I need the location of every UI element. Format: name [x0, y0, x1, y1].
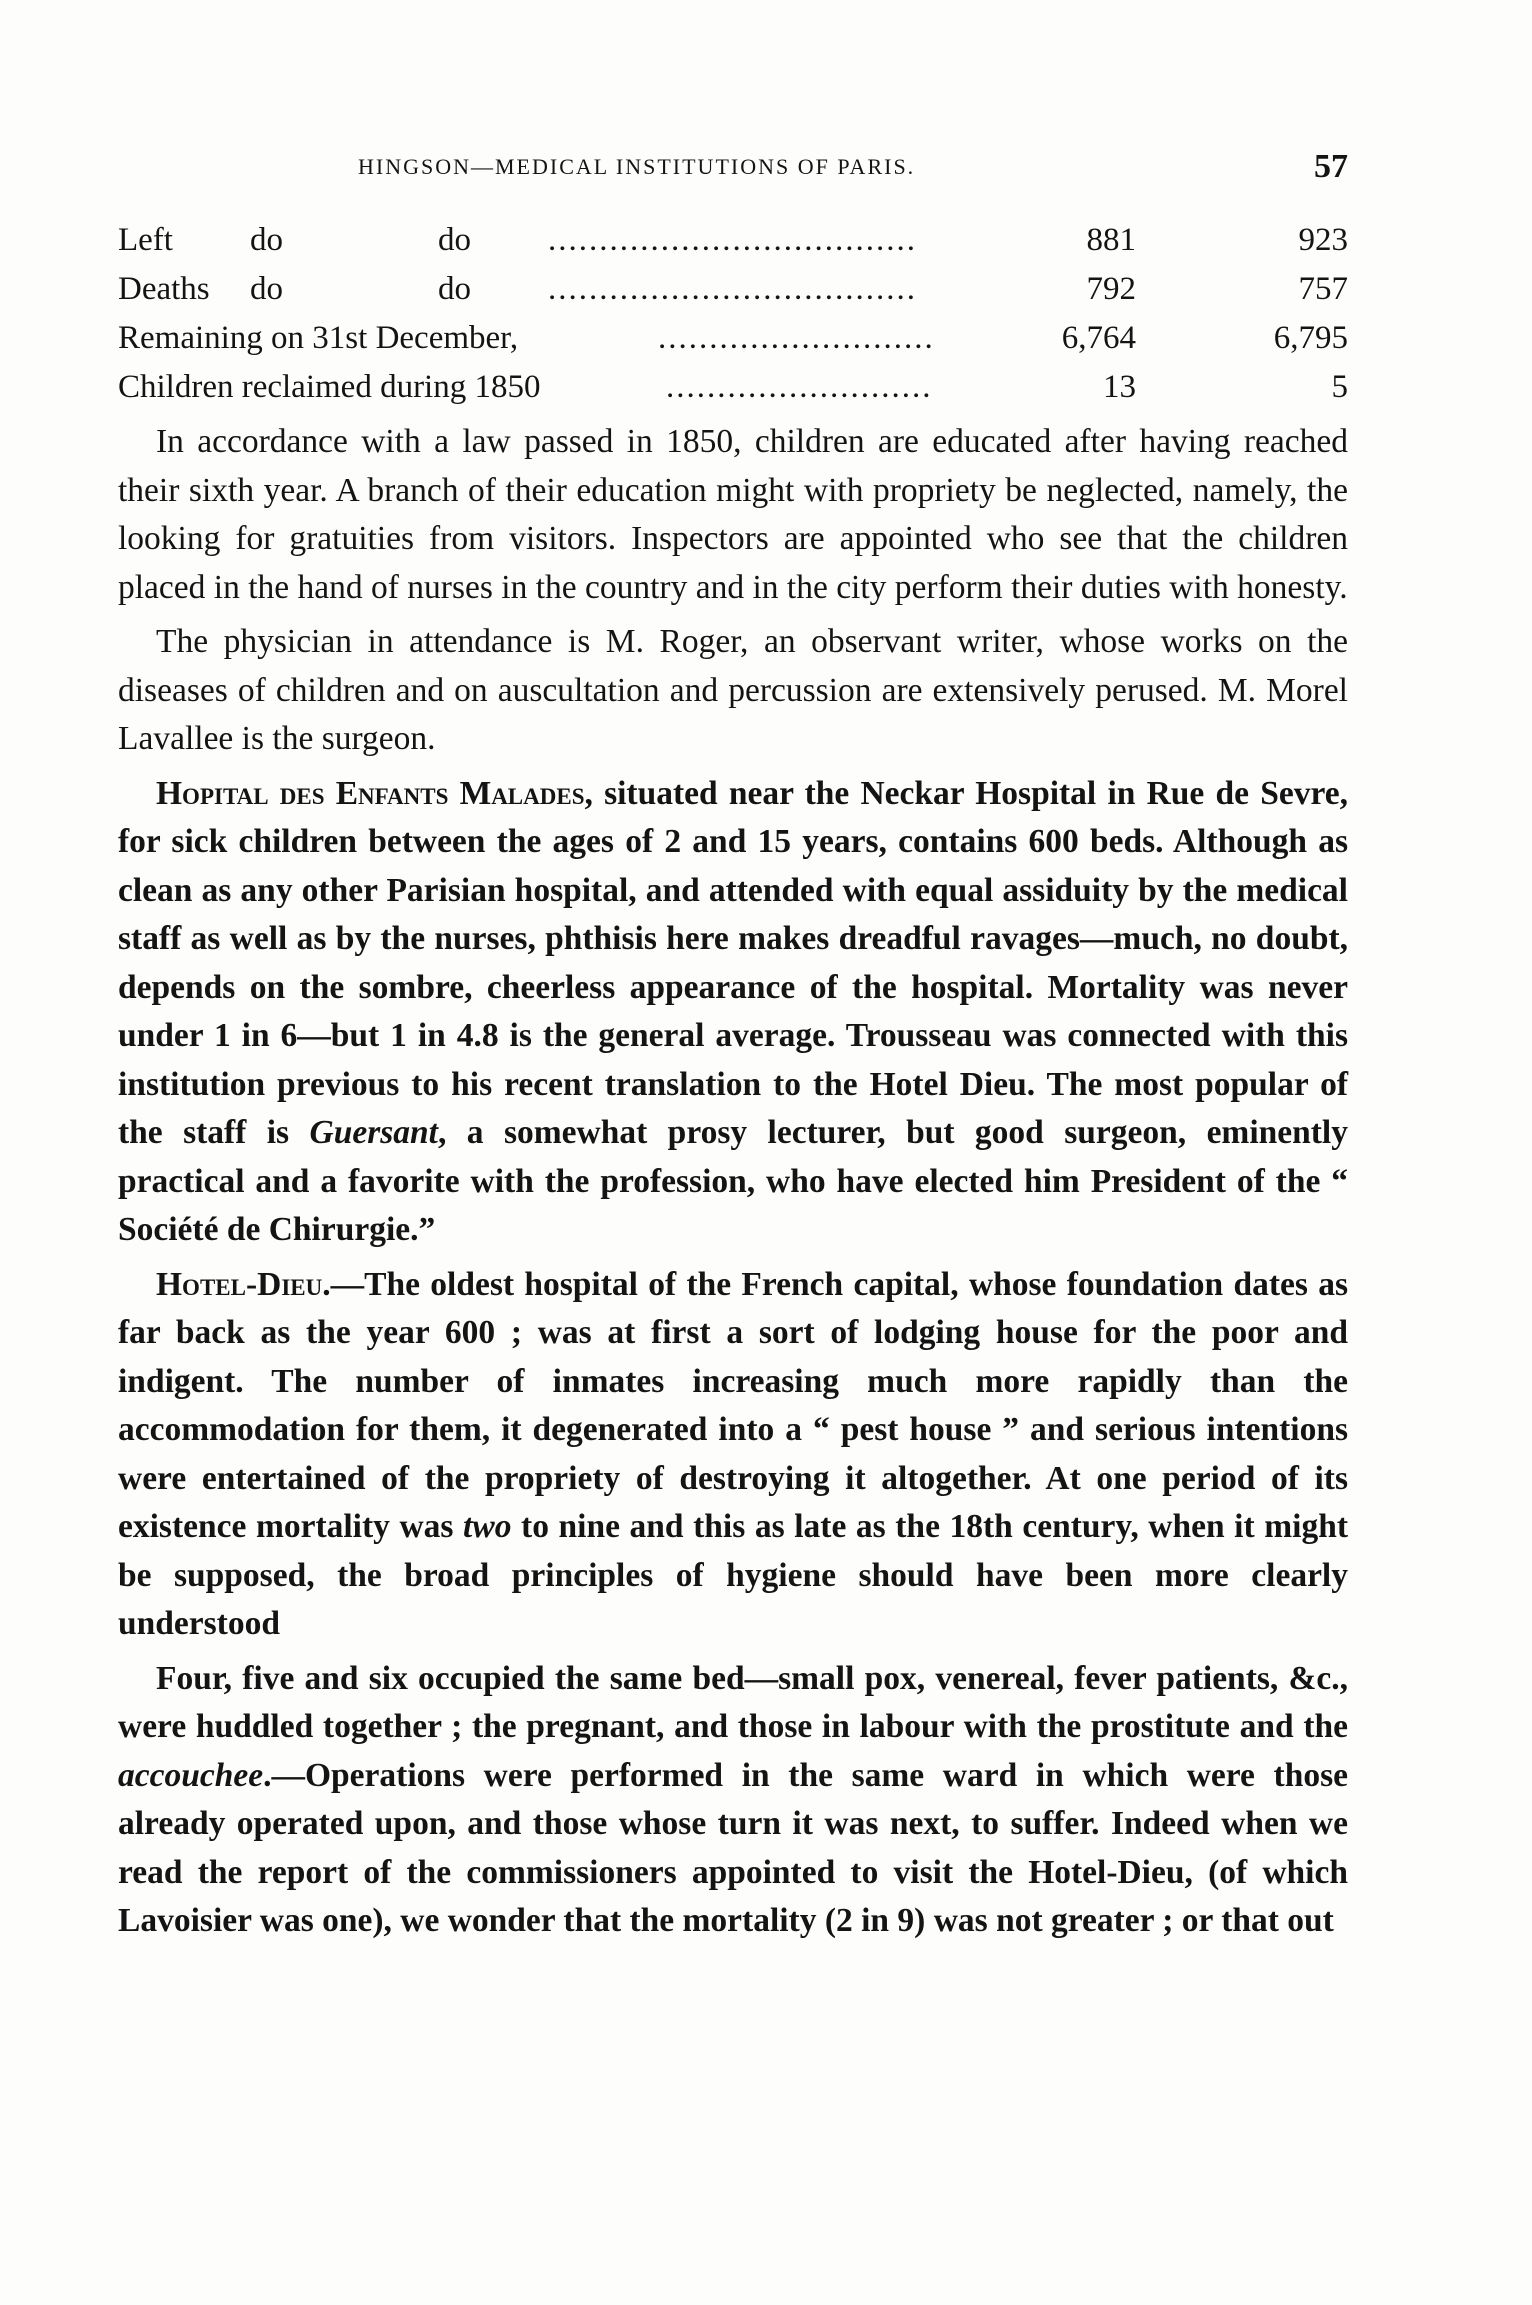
section-heading: Hotel-Dieu: [156, 1265, 323, 1303]
section-heading: Hopital des Enfants Malades: [156, 774, 585, 812]
paragraph-text: .—The oldest hospital of the French capital, whose foundation dates as far back as the year 600 ; was at first a sort of lodging house for the poor and indigent. The number of inmates increasing much more rapidly than the accommodation for them, it degenerated into a “ pest house ” and serious intentions were entertained of the propriety of destroying it altogether. At one period of its existence mortality was: [118, 1265, 1348, 1545]
paragraph-text: , a somewhat prosy lecturer, but good surgeon, eminently practical and a favorite with the profession, who have elected him President of the “ Société de Chirurgie.”: [118, 1114, 1348, 1248]
stat-value-1: 792: [1086, 271, 1136, 307]
stat-ditto-b: do: [438, 271, 471, 307]
paragraph-text: , situated near the Neckar Hospital in Rue de Sevre, for sick children between the ages of 2 and 15 years, contains 600 beds. Although as clean as any other Parisian hospital, and attended with equal assiduity by the medical staff as well as by the nurses, phthisis here makes dreadful ravages—much, no doubt, depends on the sombre, cheerless appearance of the hospital. Mortality was never under 1 in 6—but 1 in 4.8 is the general average. Trousseau was connected with this institution previous to his recent translation to the Hotel Dieu. The most popular of the staff is: [118, 774, 1348, 1151]
page-number: 57: [1314, 148, 1348, 185]
paragraph: [118, 618, 1348, 764]
paragraph-text: In accordance with a law passed in 1850, children are educated after having reached their sixth year. A branch of their education might with propriety be neglected, namely, the looking for gratuities from visitors. Inspectors are appointed who see that the children placed in the hand of nurses in the country and in the city perform their duties with honesty.: [118, 423, 1348, 606]
paragraph: [118, 770, 1348, 1255]
stat-value-2: 6,795: [1273, 320, 1348, 356]
dot-leader: ....................................: [548, 271, 917, 307]
stat-label: Left: [118, 222, 173, 258]
stat-row: [118, 222, 1348, 271]
dot-leader: ...........................: [658, 320, 935, 356]
stat-value-1: 13: [1103, 369, 1136, 405]
stat-row: [118, 271, 1348, 320]
dot-leader: ..........................: [666, 369, 933, 405]
paragraph: [118, 418, 1348, 612]
italic-text: accouchee: [118, 1756, 264, 1794]
stat-ditto-a: do: [250, 222, 283, 258]
stat-value-2: 923: [1298, 222, 1348, 258]
paragraph-text: .—Operations were performed in the same ward in which were those already operated upon, and those whose turn it was next, to suffer. Indeed when we read the report of the commissioners appointed to visit the Hotel-Dieu, (of which Lavoisier was one), we wonder that the mortality (2 in 9) was not greater ; or that out: [118, 1756, 1348, 1939]
stat-label: Children reclaimed during 1850: [118, 369, 541, 405]
stat-row: [118, 369, 1348, 418]
stat-ditto-b: do: [438, 222, 471, 258]
italic-text: Guersant: [309, 1114, 438, 1151]
dot-leader: ....................................: [548, 222, 917, 258]
stat-value-1: 6,764: [1061, 320, 1136, 356]
stat-value-2: 5: [1331, 369, 1348, 405]
stat-ditto-a: do: [250, 271, 283, 307]
stat-value-1: 881: [1086, 222, 1136, 258]
paragraph-text: to nine and this as late as the 18th century, when it might be supposed, the broad principles of hygiene should have been more clearly understood: [118, 1508, 1348, 1642]
stat-label: Deaths: [118, 271, 210, 307]
paragraph-text: Four, five and six occupied the same bed—small pox, venereal, fever patients, &c., were huddled together ; the pregnant, and those in labour with the prostitute and the: [118, 1659, 1348, 1745]
stat-value-2: 757: [1298, 271, 1348, 307]
statistics-table: [118, 222, 1348, 418]
body-text: [118, 418, 1348, 1946]
stat-row: [118, 320, 1348, 369]
page-header: [118, 148, 1348, 198]
paragraph: [118, 1261, 1348, 1649]
paragraph: [118, 1655, 1348, 1946]
stat-label: Remaining on 31st December,: [118, 320, 519, 356]
running-head: HINGSON—MEDICAL INSTITUTIONS OF PARIS.: [358, 154, 916, 179]
paragraph-text: The physician in attendance is M. Roger, an observant writer, whose works on the diseases of children and on auscultation and percussion are extensively perused. M. Morel Lavallee is the surgeon.: [118, 623, 1348, 757]
italic-text: two: [463, 1508, 512, 1545]
